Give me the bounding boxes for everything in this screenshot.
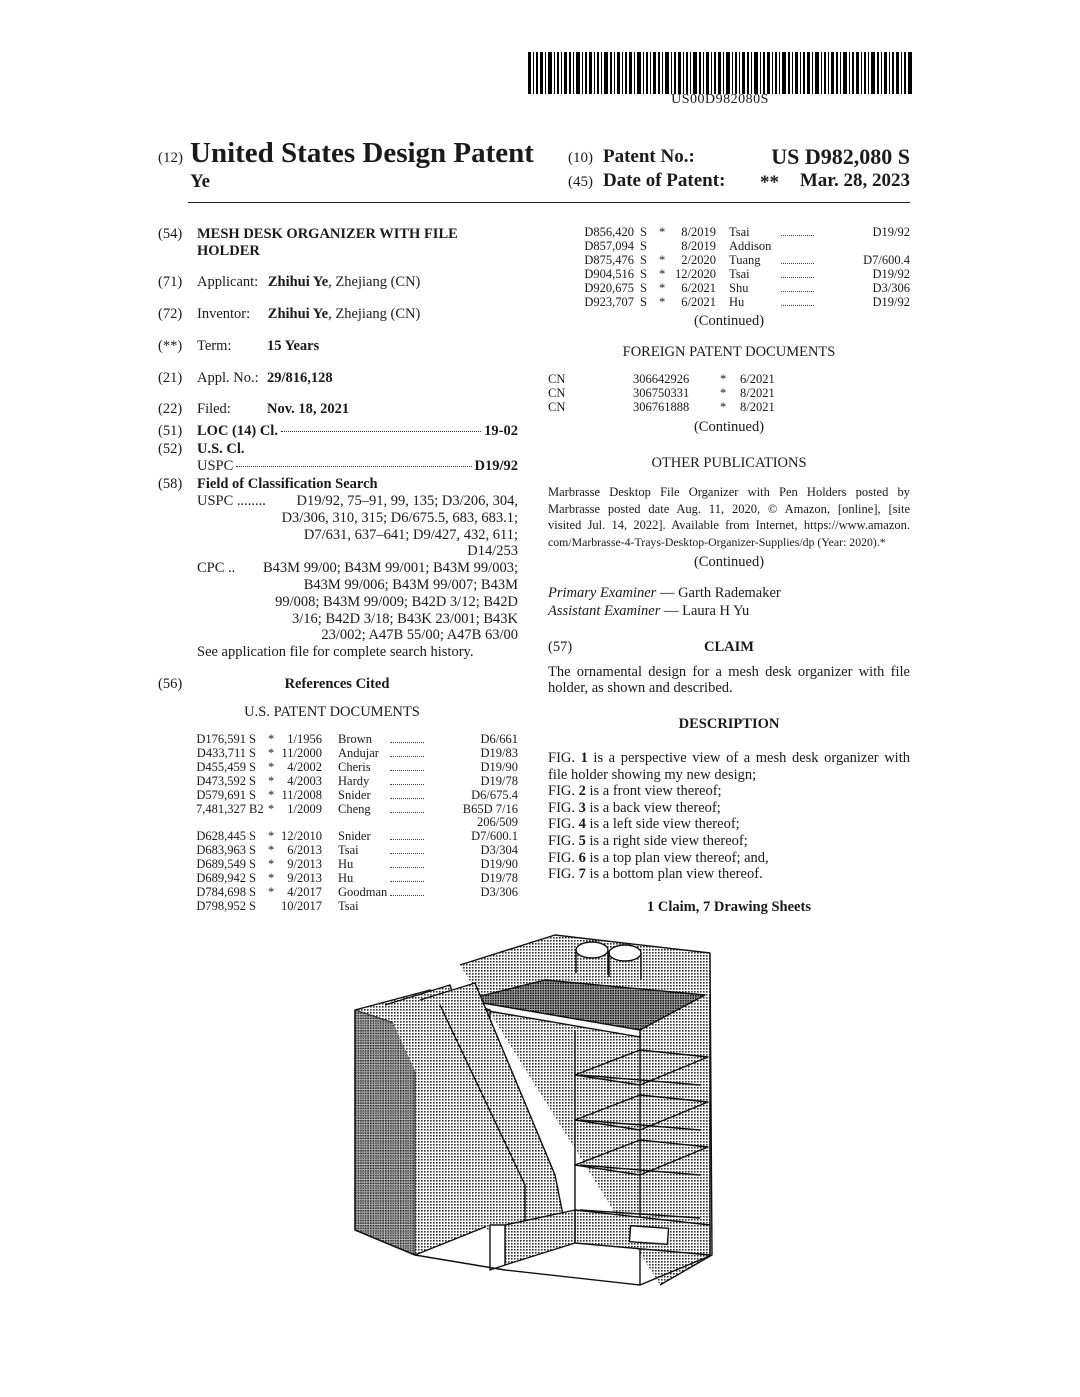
code-10: (10) <box>568 150 593 166</box>
code-term: (**) <box>158 338 183 354</box>
filed-label: Filed: <box>197 401 231 417</box>
ref-star: * <box>268 801 275 816</box>
ref-class: D19/83 <box>480 745 518 760</box>
figure-line <box>548 866 910 883</box>
ref-name: Shu <box>729 280 749 295</box>
ref-patent-no: D875,476 <box>584 252 634 267</box>
ref-patent-no: D923,707 <box>584 294 634 309</box>
foreign-date: 6/2021 <box>740 372 775 386</box>
ref-leader-dots <box>390 881 424 882</box>
inventor-short: Ye <box>190 171 211 192</box>
figure-line <box>548 816 910 833</box>
figure-text: file holder showing my new design; <box>548 766 757 783</box>
ref-name: Hu <box>729 294 745 309</box>
claim-text <box>548 664 910 696</box>
search-uspc-line-3: D7/631, 637–641; D9/427, 432, 611; <box>303 527 518 543</box>
ref-patent-no: D473,592 <box>196 773 246 788</box>
ref-leader-dots <box>781 277 814 278</box>
ref-date: 1/2009 <box>287 801 322 816</box>
ref-date: 4/2017 <box>287 884 322 899</box>
ref-date: 8/2019 <box>681 225 716 239</box>
ref-class: 206/509 <box>477 815 518 830</box>
ref-class: D6/675.4 <box>471 787 518 802</box>
ref-kind: S <box>640 238 647 253</box>
ref-name: Cheng <box>338 801 371 816</box>
ref-class: D6/661 <box>480 732 518 746</box>
ref-patent-no: D856,420 <box>584 225 634 239</box>
code-52: (52) <box>158 441 183 457</box>
figure-prefix: FIG. <box>548 866 579 883</box>
ref-star: * <box>268 884 275 899</box>
ref-leader-dots <box>390 742 424 743</box>
figure-prefix: FIG. <box>548 783 579 800</box>
ref-name: Tsai <box>729 266 750 281</box>
ref-star: * <box>268 787 275 802</box>
publication-line-2: Marbrasse posted date Aug. 11, 2020, © Amazon, [online], [site <box>548 501 910 516</box>
code-56: (56) <box>158 676 183 692</box>
ref-date: 4/2003 <box>287 773 322 788</box>
claim-title: CLAIM <box>704 639 754 655</box>
applicant-location: , Zhejiang (CN) <box>328 274 421 290</box>
references-cited-title: References Cited <box>284 676 390 692</box>
ref-name: Cheris <box>338 759 371 774</box>
ref-date: 9/2013 <box>287 871 322 885</box>
code-45: (45) <box>568 174 593 190</box>
ref-leader-dots <box>390 770 424 771</box>
description-title: DESCRIPTION <box>678 716 780 732</box>
assistant-examiner-label: Assistant Examiner <box>548 603 661 619</box>
loc-class-value: 19-02 <box>484 423 518 439</box>
ref-star: * <box>659 225 666 239</box>
ref-patent-no: 7,481,327 <box>196 801 246 816</box>
title-line-1: MESH DESK ORGANIZER WITH FILE <box>197 226 458 242</box>
code-57: (57) <box>548 639 573 655</box>
ref-date: 10/2017 <box>281 898 322 913</box>
code-21: (21) <box>158 370 183 386</box>
ref-class: D19/78 <box>480 871 518 885</box>
ref-name: Hu <box>338 871 354 885</box>
ref-patent-no: D433,711 <box>196 745 246 760</box>
ref-date: 6/2013 <box>287 843 322 858</box>
document-title: United States Design Patent <box>190 137 534 169</box>
leader-dots <box>281 431 481 432</box>
field-search-label: Field of Classification Search <box>197 476 378 492</box>
us-class-label: U.S. Cl. <box>197 441 245 457</box>
figure-line <box>548 767 910 784</box>
ref-star: * <box>268 843 275 858</box>
ref-kind: S <box>249 773 256 788</box>
patent-date: Mar. 28, 2023 <box>799 170 910 191</box>
code-12: (12) <box>158 150 183 166</box>
code-72: (72) <box>158 306 183 322</box>
ref-patent-no: D628,445 <box>196 829 246 844</box>
ref-star: * <box>659 266 666 281</box>
us-docs-title: U.S. PATENT DOCUMENTS <box>244 704 420 720</box>
date-stars: ** <box>760 172 779 193</box>
ref-patent-no: D784,698 <box>196 884 246 899</box>
search-uspc-line-1: D19/92, 75–91, 99, 135; D3/206, 304, <box>296 493 518 509</box>
ref-date: 6/2021 <box>681 294 716 309</box>
publication-line-4: com/Marbrasse-4-Trays-Desktop-Organizer-Supplies/dp (Year: 2020).* <box>548 534 886 549</box>
ref-name: Hu <box>338 857 354 872</box>
ref-name: Andujar <box>338 745 379 760</box>
foreign-country: CN <box>548 399 566 414</box>
patent-number: US D982,080 S <box>771 144 910 169</box>
ref-patent-no: D920,675 <box>584 280 634 295</box>
inventor-location: , Zhejiang (CN) <box>328 306 421 322</box>
ref-leader-dots <box>390 895 424 896</box>
title-line-2: HOLDER <box>197 243 260 259</box>
loc-class-label: LOC (14) Cl. <box>197 423 278 439</box>
ref-leader-dots <box>781 263 814 264</box>
ref-leader-dots <box>390 798 424 799</box>
applicant-field <box>197 274 420 290</box>
ref-name: Addison <box>729 238 772 253</box>
code-54: (54) <box>158 226 183 242</box>
uspc-label: USPC <box>197 458 234 474</box>
continued-3: (Continued) <box>693 554 765 570</box>
figure-number: 3 <box>578 799 586 816</box>
inventor-name: Zhihui Ye <box>267 306 329 322</box>
ref-date: 12/2010 <box>281 829 322 844</box>
search-uspc-line-2: D3/306, 310, 315; D6/675.5, 683, 683.1; <box>281 510 518 526</box>
ref-star: * <box>659 252 666 267</box>
claim-line-2: holder, as shown and described. <box>548 680 733 696</box>
ref-class: D3/306 <box>872 280 910 295</box>
ref-patent-no: D689,942 <box>196 871 246 885</box>
figure-line <box>548 833 910 850</box>
ref-patent-no: D857,094 <box>584 238 634 253</box>
figure-number: 4 <box>578 816 586 833</box>
foreign-date: 8/2021 <box>740 399 775 414</box>
applicant-name: Zhihui Ye <box>267 274 329 290</box>
figure-number: 5 <box>578 832 586 849</box>
figure-line <box>548 783 910 800</box>
ref-class: D3/304 <box>480 843 518 858</box>
ref-class: D19/92 <box>872 225 910 239</box>
figure-number: 7 <box>578 866 586 883</box>
figure-number: 2 <box>578 783 586 800</box>
appl-no-value: 29/816,128 <box>267 370 333 386</box>
primary-examiner <box>548 585 781 601</box>
ref-kind: S <box>640 225 647 239</box>
continued-2: (Continued) <box>693 419 765 435</box>
ref-star: * <box>268 773 275 788</box>
ref-star: * <box>659 294 666 309</box>
ref-date: 11/2000 <box>281 745 322 760</box>
ref-date: 6/2021 <box>681 280 716 295</box>
foreign-patent-no: 306761888 <box>633 399 690 414</box>
ref-leader-dots <box>781 291 814 292</box>
publication-text <box>548 484 910 550</box>
ref-date: 4/2002 <box>287 759 322 774</box>
foreign-docs-title: FOREIGN PATENT DOCUMENTS <box>622 344 836 360</box>
ref-class: D7/600.4 <box>863 252 910 267</box>
publication-line-1: Marbrasse Desktop File Organizer with Pen Holders posted by <box>548 485 910 499</box>
term-label: Term: <box>197 338 232 354</box>
figure-text: is a bottom plan view thereof. <box>585 866 763 883</box>
figure-number: 6 <box>578 849 586 866</box>
leader-dots <box>236 466 471 467</box>
claims-sheets: 1 Claim, 7 Drawing Sheets <box>647 899 811 915</box>
ref-star: * <box>268 745 275 760</box>
ref-date: 2/2020 <box>681 252 716 267</box>
ref-leader-dots <box>390 812 424 813</box>
header-rule <box>188 202 910 203</box>
ref-patent-no: D689,549 <box>196 857 246 872</box>
ref-star: * <box>268 829 275 844</box>
search-cpc-line-4: 3/16; B42D 3/18; B43K 23/001; B43K <box>292 611 518 627</box>
ref-kind: S <box>249 871 256 885</box>
ref-kind: S <box>640 266 647 281</box>
barcode-graphic <box>528 52 912 94</box>
ref-star: * <box>268 857 275 872</box>
figure-text: is a left side view thereof; <box>585 816 740 833</box>
figure-number: 1 <box>580 750 588 766</box>
figure-prefix: FIG. <box>548 750 581 766</box>
figure-descriptions <box>548 750 910 883</box>
ref-kind: S <box>249 759 256 774</box>
ref-patent-no: D455,459 <box>196 759 246 774</box>
assistant-examiner <box>548 603 749 619</box>
ref-star: * <box>268 871 275 885</box>
figure-line <box>548 750 910 767</box>
barcode-number: US00D982080S <box>671 92 769 107</box>
ref-name: Tsai <box>729 225 750 239</box>
ref-patent-no: D798,952 <box>196 898 246 913</box>
foreign-country: CN <box>548 385 566 400</box>
uspc-row <box>197 458 518 474</box>
figure-prefix: FIG. <box>548 799 579 816</box>
figure-text: is a back view thereof; <box>585 799 721 816</box>
search-cpc-line-3: 99/008; B43M 99/009; B42D 3/12; B42D <box>275 594 518 610</box>
ref-date: 1/1956 <box>287 732 322 746</box>
ref-patent-no: D176,591 <box>196 732 246 746</box>
code-71: (71) <box>158 274 183 290</box>
ref-date: 8/2019 <box>681 238 716 253</box>
ref-name: Tsai <box>338 843 359 858</box>
ref-leader-dots <box>390 867 424 868</box>
ref-name: Hardy <box>338 773 370 788</box>
ref-leader-dots <box>781 305 814 306</box>
ref-kind: S <box>249 829 256 844</box>
filed-value: Nov. 18, 2021 <box>267 401 350 417</box>
ref-patent-no: D904,516 <box>584 266 634 281</box>
figure-line <box>548 800 910 817</box>
foreign-patent-no: 306750331 <box>633 385 690 400</box>
ref-star: * <box>268 759 275 774</box>
ref-date: 12/2020 <box>675 266 716 281</box>
organizer-drawing <box>340 925 740 1310</box>
ref-class: D19/92 <box>872 294 910 309</box>
figure-line <box>548 850 910 867</box>
claim-line-1: The ornamental design for a mesh desk organizer with file <box>548 664 910 680</box>
foreign-date: 8/2021 <box>740 385 775 400</box>
foreign-star: * <box>720 372 727 386</box>
ref-kind: S <box>249 857 256 872</box>
ref-leader-dots <box>781 235 814 236</box>
ref-date: 11/2008 <box>281 787 322 802</box>
uspc-value: D19/92 <box>474 458 518 474</box>
ref-kind: S <box>640 294 647 309</box>
ref-kind: S <box>249 884 256 899</box>
ref-name: Goodman <box>338 884 388 899</box>
ref-kind: S <box>249 898 256 913</box>
figure-prefix: FIG. <box>548 849 579 866</box>
ref-class: D3/306 <box>480 884 518 899</box>
date-label: Date of Patent: <box>603 170 726 191</box>
ref-leader-dots <box>390 853 424 854</box>
figure-prefix: FIG. <box>548 832 579 849</box>
ref-class: D19/90 <box>480 857 518 872</box>
ref-kind: S <box>249 787 256 802</box>
ref-name: Tsai <box>338 898 359 913</box>
ref-star: * <box>659 280 666 295</box>
code-22: (22) <box>158 401 183 417</box>
ref-date: 9/2013 <box>287 857 322 872</box>
figure-text: is a right side view thereof; <box>585 832 748 849</box>
ref-class: D19/92 <box>872 266 910 281</box>
ref-name: Brown <box>338 732 373 746</box>
ref-kind: S <box>249 843 256 858</box>
ref-name: Tuang <box>729 252 761 267</box>
patent-no-label: Patent No.: <box>603 146 695 167</box>
other-publications-title: OTHER PUBLICATIONS <box>651 455 807 471</box>
ref-name: Snider <box>338 787 371 802</box>
ref-kind: S <box>249 732 256 746</box>
ref-class: D19/90 <box>480 759 518 774</box>
continued-1: (Continued) <box>693 313 765 329</box>
see-application: See application file for complete search history. <box>197 644 474 660</box>
foreign-patent-no: 306642926 <box>633 372 690 386</box>
ref-star: * <box>268 732 275 746</box>
foreign-star: * <box>720 399 727 414</box>
ref-leader-dots <box>390 756 424 757</box>
ref-patent-no: D683,963 <box>196 843 246 858</box>
ref-leader-dots <box>390 839 424 840</box>
inventor-label: Inventor: <box>197 306 251 322</box>
code-51: (51) <box>158 423 183 439</box>
primary-examiner-label: Primary Examiner <box>548 585 657 601</box>
applicant-label: Applicant: <box>197 274 259 290</box>
search-cpc-line-5: 23/002; A47B 55/00; A47B 63/00 <box>321 627 518 643</box>
ref-kind: S <box>249 745 256 760</box>
ref-kind: S <box>640 280 647 295</box>
ref-class: D7/600.1 <box>471 829 518 844</box>
appl-no-label: Appl. No.: <box>197 370 259 386</box>
loc-class-row <box>197 423 518 439</box>
ref-class: D19/78 <box>480 773 518 788</box>
publication-line-3: visited Jul. 14, 2022]. Available from Internet, https://www.amazon. <box>548 518 910 532</box>
search-uspc-line-4: D14/253 <box>467 543 518 559</box>
inventor-field <box>197 306 420 322</box>
ref-kind: S <box>640 252 647 267</box>
foreign-star: * <box>720 385 727 400</box>
ref-name: Snider <box>338 829 371 844</box>
ref-patent-no: D579,691 <box>196 787 246 802</box>
term-value: 15 Years <box>267 338 320 354</box>
search-uspc-label: USPC ........ <box>197 493 266 509</box>
primary-examiner-name: — Garth Rademaker <box>659 585 781 601</box>
ref-leader-dots <box>390 784 424 785</box>
figure-text: is a top plan view thereof; and, <box>585 849 769 866</box>
foreign-country: CN <box>548 372 566 386</box>
figure-text: is a perspective view of a mesh desk organizer with <box>587 750 910 766</box>
assistant-examiner-name: — Laura H Yu <box>664 603 750 619</box>
code-58: (58) <box>158 476 183 492</box>
figure-prefix: FIG. <box>548 816 579 833</box>
ref-kind: B2 <box>249 801 264 816</box>
search-cpc-line-1: B43M 99/00; B43M 99/001; B43M 99/003; <box>263 560 518 576</box>
search-cpc-line-2: B43M 99/006; B43M 99/007; B43M <box>303 577 518 593</box>
figure-text: is a front view thereof; <box>585 783 722 800</box>
ref-class: B65D 7/16 <box>462 801 518 816</box>
search-cpc-label: CPC .. <box>197 560 236 576</box>
